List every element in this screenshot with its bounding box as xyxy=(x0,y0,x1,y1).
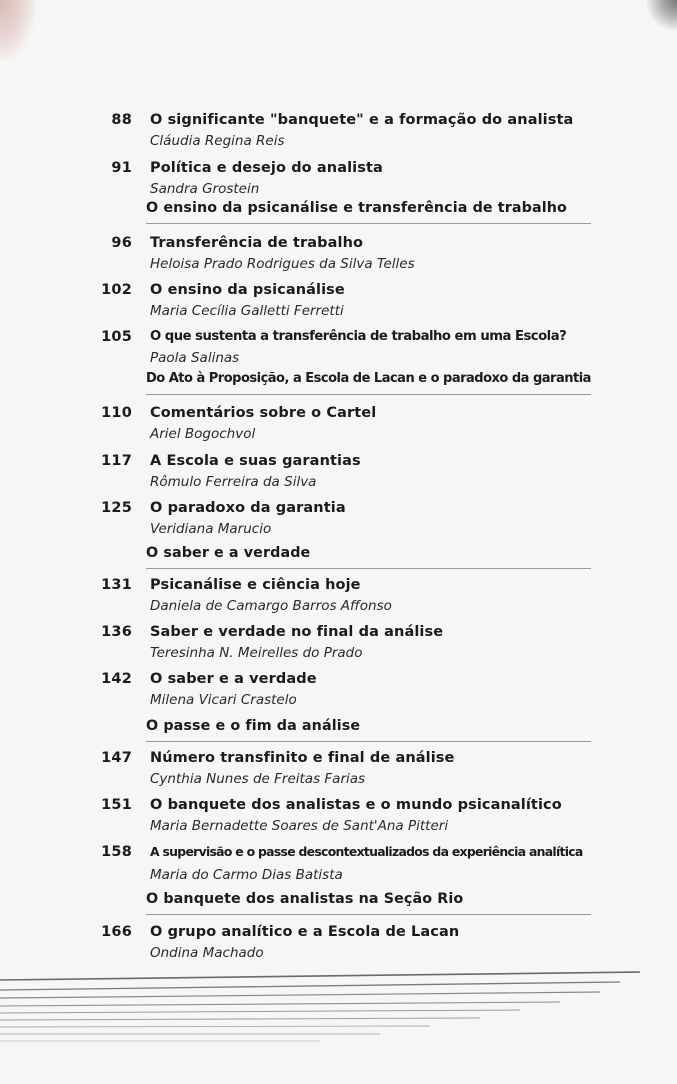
section-heading xyxy=(146,544,591,569)
section-title: Do Ato à Proposição, a Escola de Lacan e o paradoxo da garantia xyxy=(146,371,591,386)
entry-author: Cláudia Regina Reis xyxy=(150,133,285,149)
page-number: 125 xyxy=(101,500,132,516)
entry-title: O paradoxo da garantia xyxy=(150,500,346,516)
page-number: 110 xyxy=(101,405,132,421)
page-number: 147 xyxy=(101,750,132,766)
entry-author: Paola Salinas xyxy=(150,350,240,366)
entry-author: Heloisa Prado Rodrigues da Silva Telles xyxy=(150,256,415,272)
page-edge-stripes xyxy=(0,960,677,1060)
entry-title: O ensino da psicanálise xyxy=(150,282,345,298)
entry-title: O saber e a verdade xyxy=(150,671,317,687)
section-title: O banquete dos analistas na Seção Rio xyxy=(146,891,464,907)
page-number: 102 xyxy=(101,282,132,298)
entry-title: Número transfinito e final de análise xyxy=(150,750,455,766)
section-heading xyxy=(146,890,591,915)
page-number: 105 xyxy=(101,329,132,345)
entry-author: Teresinha N. Meirelles do Prado xyxy=(150,645,363,661)
entry-title: O significante "banquete" e a formação do analista xyxy=(150,112,574,128)
page-number: 166 xyxy=(101,924,132,940)
page-number: 88 xyxy=(111,112,132,128)
page-number: 117 xyxy=(101,453,132,469)
section-heading xyxy=(146,370,591,395)
entry-author: Veridiana Marucio xyxy=(150,521,272,537)
page-number: 91 xyxy=(111,160,132,176)
section-title: O saber e a verdade xyxy=(146,545,311,561)
page-number: 131 xyxy=(101,577,132,593)
entry-author: Milena Vicari Crastelo xyxy=(150,692,297,708)
page-number: 96 xyxy=(111,235,132,251)
entry-title: Psicanálise e ciência hoje xyxy=(150,577,361,593)
entry-title: A Escola e suas garantias xyxy=(150,453,361,469)
page-corner-shadow-left xyxy=(0,0,36,60)
entry-title: A supervisão e o passe descontextualizados da experiência analítica xyxy=(150,844,583,859)
entry-author: Maria Bernadette Soares de Sant'Ana Pitteri xyxy=(150,818,449,834)
entry-author: Sandra Grostein xyxy=(150,181,260,197)
page-number: 136 xyxy=(101,624,132,640)
page-number: 151 xyxy=(101,797,132,813)
page-number: 158 xyxy=(101,844,132,860)
entry-title: O banquete dos analistas e o mundo psicanalítico xyxy=(150,797,562,813)
entry-title: Saber e verdade no final da análise xyxy=(150,624,444,640)
entry-title: Comentários sobre o Cartel xyxy=(150,405,377,421)
entry-title: Política e desejo do analista xyxy=(150,160,383,176)
entry-author: Cynthia Nunes de Freitas Farias xyxy=(150,771,366,787)
entry-author: Ariel Bogochvol xyxy=(150,426,256,442)
section-title: O ensino da psicanálise e transferência de trabalho xyxy=(146,200,567,216)
entry-title: O grupo analítico e a Escola de Lacan xyxy=(150,924,460,940)
section-heading xyxy=(146,717,591,742)
entry-title: O que sustenta a transferência de trabalho em uma Escola? xyxy=(150,329,567,344)
section-heading xyxy=(146,199,591,224)
section-title: O passe e o fim da análise xyxy=(146,718,361,734)
entry-author: Maria Cecília Galletti Ferretti xyxy=(150,303,344,319)
entry-author: Rômulo Ferreira da Silva xyxy=(150,474,317,490)
entry-author: Maria do Carmo Dias Batista xyxy=(150,867,343,883)
page-corner-shadow-right xyxy=(647,0,677,30)
entry-author: Daniela de Camargo Barros Affonso xyxy=(150,598,392,614)
entry-title: Transferência de trabalho xyxy=(150,235,364,251)
page-number: 142 xyxy=(101,671,132,687)
entry-author: Ondina Machado xyxy=(150,945,264,961)
